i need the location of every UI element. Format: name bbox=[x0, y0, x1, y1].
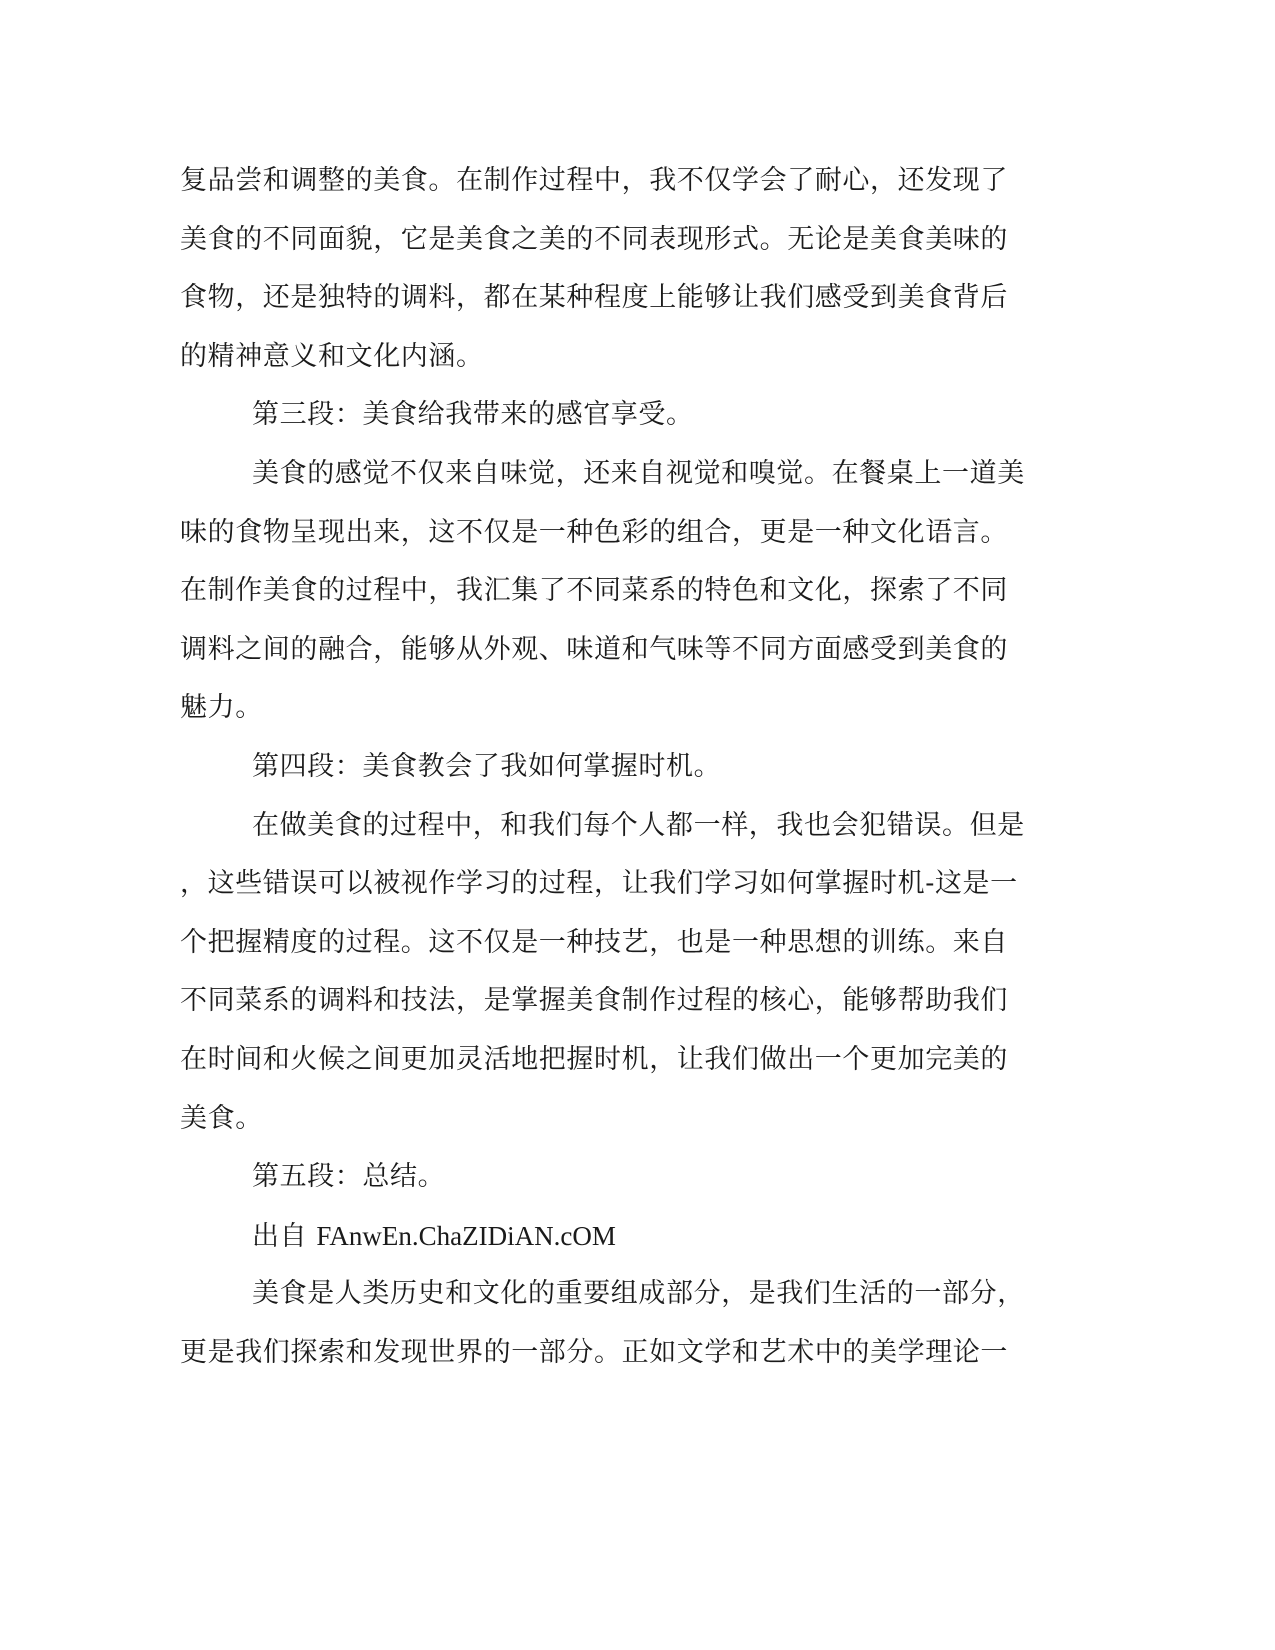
text-line: 魅力。 bbox=[180, 692, 263, 724]
section-heading-5: 第五段：总结。 bbox=[252, 1161, 446, 1193]
section-heading-4: 第四段：美食教会了我如何掌握时机。 bbox=[252, 750, 722, 782]
text-line: 个把握精度的过程。这不仅是一种技艺，也是一种思想的训练。来自 bbox=[180, 926, 1008, 958]
text-line: 美食的不同面貌，它是美食之美的不同表现形式。无论是美食美味的 bbox=[180, 223, 1008, 255]
text-line: 味的食物呈现出来，这不仅是一种色彩的组合，更是一种文化语言。 bbox=[180, 516, 1008, 548]
text-line: 在时间和火候之间更加灵活地把握时机，让我们做出一个更加完美的 bbox=[180, 1043, 1008, 1075]
text-line: 食物，还是独特的调料，都在某种程度上能够让我们感受到美食背后 bbox=[180, 282, 1008, 314]
source-line bbox=[180, 1207, 1026, 1266]
text-line: 美食的感觉不仅来自味觉，还来自视觉和嗅觉。在餐桌上一道美 bbox=[252, 457, 1025, 489]
text-line: 调料之间的融合，能够从外观、味道和气味等不同方面感受到美食的 bbox=[180, 633, 1008, 665]
text-line: 的精神意义和文化内涵。 bbox=[180, 340, 484, 372]
section-heading-3: 第三段：美食给我带来的感官享受。 bbox=[252, 399, 694, 431]
document-body bbox=[180, 152, 1026, 1382]
text-line: 不同菜系的调料和技法，是掌握美食制作过程的核心，能够帮助我们 bbox=[180, 985, 1008, 1017]
text-line: 美食。 bbox=[180, 1102, 263, 1134]
text-line: 在做美食的过程中，和我们每个人都一样，我也会犯错误。但是 bbox=[252, 809, 1025, 841]
text-line: 美食是人类历史和文化的重要组成部分，是我们生活的一部分， bbox=[252, 1278, 1025, 1310]
text-line: ，这些错误可以被视作学习的过程，让我们学习如何掌握时机-这是一 bbox=[180, 868, 1018, 900]
text-line: 复品尝和调整的美食。在制作过程中，我不仅学会了耐心，还发现了 bbox=[180, 165, 1008, 196]
source-url: FAnwEn.ChaZIDiAN.cOM bbox=[316, 1220, 616, 1251]
text-line: 更是我们探索和发现世界的一部分。正如文学和艺术中的美学理论一 bbox=[180, 1336, 1008, 1368]
text-line: 在制作美食的过程中，我汇集了不同菜系的特色和文化，探索了不同 bbox=[180, 575, 1008, 607]
source-label: 出自 bbox=[252, 1220, 308, 1252]
